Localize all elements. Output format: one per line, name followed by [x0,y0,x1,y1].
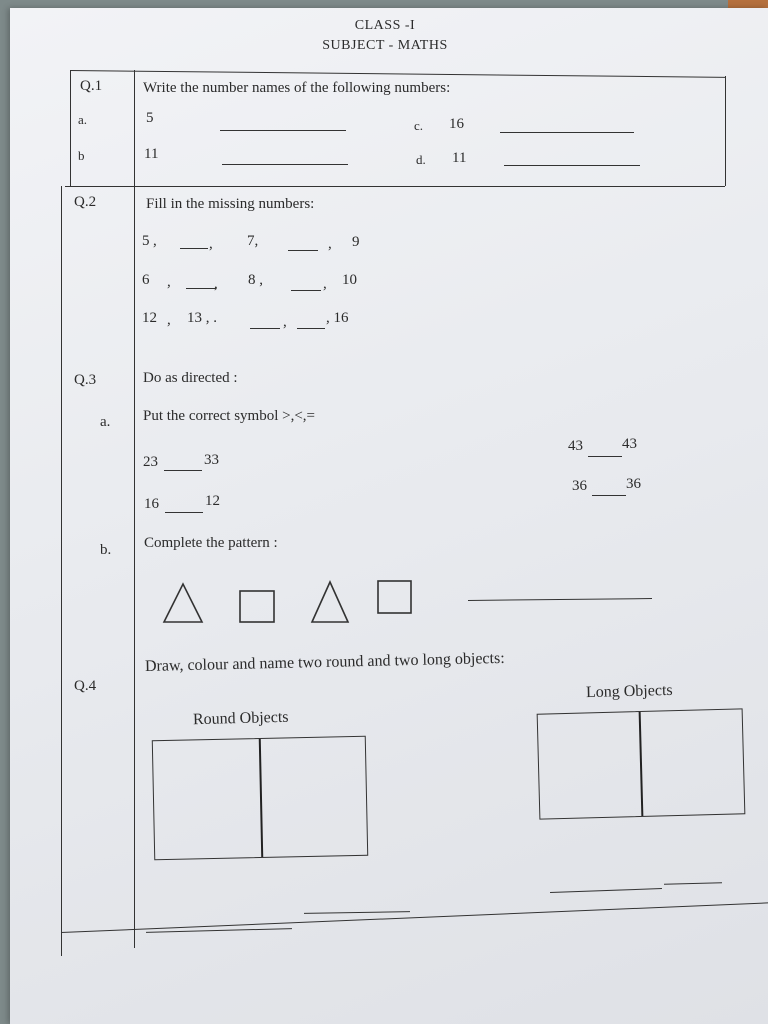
q1b-value: 11 [144,146,159,162]
q1d-answer-line[interactable] [504,165,640,166]
q3a-text: Put the correct symbol >,<,= [143,408,316,424]
square-shape [240,591,274,622]
symbol-blank[interactable] [588,456,622,457]
q3b-label: b. [100,542,112,558]
q2-row2-end: 10 [342,272,357,288]
q2-row3-start: 12 [142,310,157,326]
q2-blank[interactable] [288,250,318,251]
q1-instruction: Write the number names of the following numbers: [143,80,451,96]
q2-row1-start: 5 [142,233,150,249]
long-objects-label: Long Objects [585,681,673,702]
comma: , [209,236,213,252]
table-left-border-top [70,70,71,186]
q2-instruction: Fill in the missing numbers: [146,196,315,212]
q2-blank[interactable] [186,288,216,289]
comma: , [167,274,171,290]
compare-right: 33 [204,452,219,468]
comma: , [283,314,287,330]
q2-number: Q.2 [74,194,97,210]
long-name-line[interactable] [550,888,662,893]
round-name-line[interactable] [146,928,292,933]
table-right-border [725,76,726,186]
round-objects-label: Round Objects [192,708,289,729]
q1c-value: 16 [449,116,464,132]
column-divider [134,70,135,948]
q2-row2-start: 6 [142,272,150,288]
compare-right: 43 [622,436,637,452]
pattern-shapes [160,576,420,626]
q3b-text: Complete the pattern : [144,535,278,551]
symbol-blank[interactable] [165,512,203,513]
table-left-border-bottom [61,186,62,956]
q1c-answer-line[interactable] [500,132,634,133]
compare-left: 43 [568,438,583,454]
q4-instruction: Draw, colour and name two round and two long objects: [144,649,505,675]
triangle-shape [312,582,348,622]
compare-right: 12 [205,493,220,509]
q2-row1-end: 9 [352,234,360,250]
q1a-label: a. [78,112,88,127]
q1d-value: 11 [452,150,467,166]
comma: , [153,233,157,249]
q1d-label: d. [416,152,426,167]
box-divider [639,712,644,816]
q3-instruction: Do as directed : [143,370,238,386]
comma: , [214,276,218,292]
q2-blank[interactable] [297,328,325,329]
symbol-blank[interactable] [592,495,626,496]
q1-number: Q.1 [80,78,103,94]
table-bottom-border [61,902,768,933]
subject-heading: SUBJECT - MATHS [322,38,448,53]
q2-blank[interactable] [291,290,321,291]
pattern-answer-line[interactable] [468,598,652,601]
q3a-label: a. [100,414,111,430]
q2-row3-end: , 16 [326,310,349,326]
comma: , [328,236,332,252]
box-divider [259,739,263,857]
q1a-value: 5 [146,110,154,126]
compare-right: 36 [626,476,641,492]
q4-number: Q.4 [74,678,97,694]
table-top-border [70,70,726,78]
compare-left: 23 [143,454,158,470]
worksheet-page [10,8,768,1024]
q1b-answer-line[interactable] [222,164,348,165]
compare-left: 36 [572,478,587,494]
symbol-blank[interactable] [164,470,202,471]
square-shape [378,581,411,613]
triangle-shape [164,584,202,622]
q1b-label: b [78,148,85,163]
round-name-line[interactable] [304,911,410,914]
q2-row2-mid: 8 , [248,272,263,288]
q3-number: Q.3 [74,372,97,388]
class-heading: CLASS -I [354,18,416,33]
q1c-label: c. [414,118,424,133]
q2-row1-mid: 7, [247,233,259,249]
q1-bottom-border [65,186,725,187]
long-objects-box[interactable] [537,708,746,819]
comma: , [167,312,171,328]
long-name-line[interactable] [664,882,722,885]
compare-left: 16 [144,496,159,512]
round-objects-box[interactable] [152,736,368,860]
comma: , [323,276,327,292]
q2-row3-second: 13 , . [187,310,217,326]
q1a-answer-line[interactable] [220,130,346,131]
q2-blank[interactable] [180,248,208,249]
q2-blank[interactable] [250,328,280,329]
